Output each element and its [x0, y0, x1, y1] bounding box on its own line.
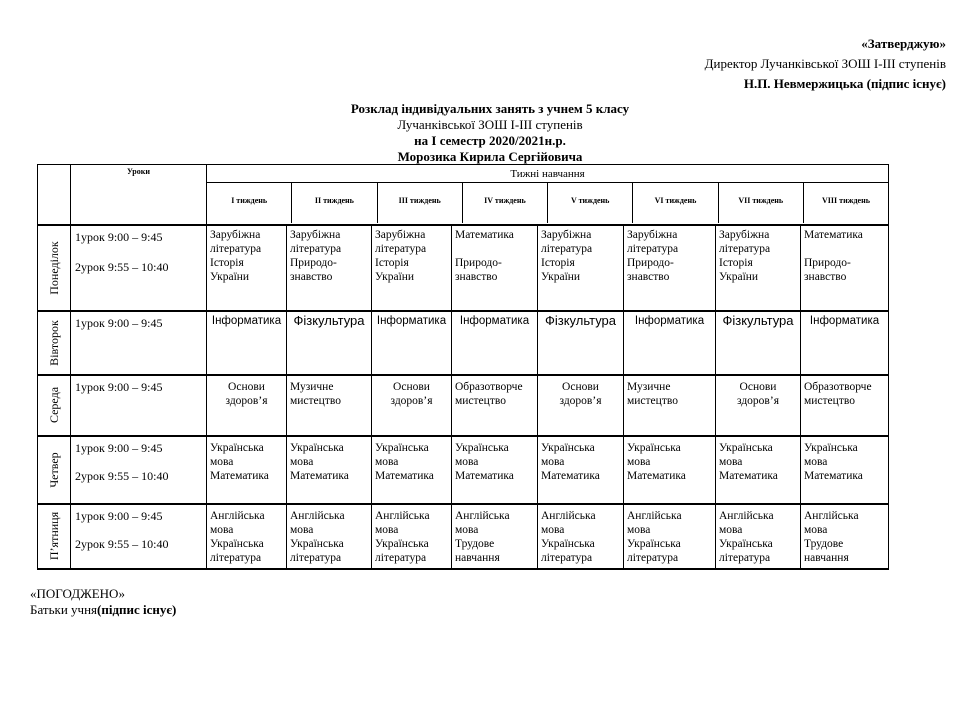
day-name: Понеділок — [47, 240, 61, 295]
subject-text: Образотворче мистецтво — [455, 380, 523, 407]
subject-text: Математика Природо- знавство — [804, 228, 863, 283]
subject-cell — [801, 375, 889, 436]
subject-cell — [716, 504, 801, 569]
subject-text: Англійська мова Українська література — [375, 509, 430, 564]
day-name: Вівторок — [47, 319, 61, 366]
subject-cell — [801, 311, 889, 375]
lesson-1-time: 1урок 9:00 – 9:45 — [75, 315, 163, 330]
lessons-cell — [71, 225, 207, 311]
subject-text: Українська мова Математика — [455, 441, 514, 482]
subject-cell — [372, 436, 452, 504]
day-row — [38, 311, 889, 375]
subject-cell — [624, 504, 716, 569]
week-header-6: VІ тиждень — [633, 183, 718, 223]
approval-position: Директор Лучанківської ЗОШ І-ІІІ ступенів — [704, 56, 946, 71]
subject-text: Інформатика — [376, 314, 447, 327]
subject-text: Зарубіжна література Історія України — [719, 228, 771, 283]
subject-cell — [538, 225, 624, 311]
lesson-2-time: 2урок 9:55 – 10:40 — [75, 468, 169, 483]
subject-cell — [207, 504, 287, 569]
lesson-1-time: 1урок 9:00 – 9:45 — [75, 379, 163, 394]
day-name-cell — [38, 311, 71, 375]
subject-text: Англійська мова Українська література — [290, 509, 345, 564]
lesson-2-time: 2урок 9:55 – 10:40 — [75, 259, 169, 274]
lessons-cell — [71, 504, 207, 569]
approval-signature: Н.П. Невмержицька (підпис існує) — [743, 76, 946, 91]
day-name: Четвер — [47, 451, 61, 488]
title-line-2: Лучанківської ЗОШ І-ІІІ ступенів — [397, 117, 583, 132]
day-name: П’ятниця — [47, 511, 61, 561]
subject-text: Образотворче мистецтво — [804, 380, 872, 407]
subject-text: Англійська мова Українська література — [627, 509, 682, 564]
subject-cell — [624, 225, 716, 311]
agreed-signature-note: (підпис існує) — [97, 602, 177, 617]
subject-text: Фізкультура — [722, 312, 794, 328]
lessons-header: Уроки — [127, 167, 150, 176]
subject-cell — [372, 504, 452, 569]
day-row — [38, 375, 889, 436]
lesson-1-time: 1урок 9:00 – 9:45 — [75, 508, 163, 523]
subject-cell — [716, 436, 801, 504]
subject-cell — [716, 375, 801, 436]
subject-text: Інформатика — [634, 314, 705, 327]
subject-text: Основи здоров’я — [737, 380, 779, 407]
day-name-cell — [38, 436, 71, 504]
day-name: Середа — [47, 386, 61, 424]
day-name-cell — [38, 504, 71, 569]
subject-cell — [801, 436, 889, 504]
subject-text: Українська мова Математика — [804, 441, 863, 482]
subject-cell — [624, 375, 716, 436]
subject-text: Музичне мистецтво — [290, 380, 341, 407]
subject-cell — [287, 436, 372, 504]
subject-cell — [452, 504, 538, 569]
subject-cell — [287, 504, 372, 569]
subject-text: Фізкультура — [544, 312, 617, 328]
subject-text: Основи здоров’я — [559, 380, 602, 407]
subject-cell — [716, 311, 801, 375]
subject-text: Англійська мова Українська література — [541, 509, 596, 564]
subject-cell — [287, 225, 372, 311]
lesson-1-time: 1урок 9:00 – 9:45 — [75, 440, 163, 455]
title-line-3: на І семестр 2020/2021н.р. — [414, 133, 566, 148]
subject-text: Основи здоров’я — [225, 380, 268, 407]
subject-cell — [538, 375, 624, 436]
subject-cell — [287, 311, 372, 375]
subject-text: Музичне мистецтво — [627, 380, 678, 407]
header-row — [38, 165, 889, 225]
subject-text: Інформатика — [459, 314, 530, 327]
subject-text: Українська мова Математика — [210, 441, 269, 482]
subject-text: Зарубіжна література Природо- знавство — [627, 228, 679, 283]
day-name-cell — [38, 375, 71, 436]
subject-cell — [716, 225, 801, 311]
lessons-cell — [71, 436, 207, 504]
corner-cell — [38, 165, 71, 225]
subject-cell — [372, 311, 452, 375]
subject-text: Українська мова Математика — [627, 441, 686, 482]
subject-cell — [452, 311, 538, 375]
subject-text: Математика Природо- знавство — [455, 228, 514, 283]
subject-text: Інформатика — [809, 314, 880, 327]
schedule-table — [37, 164, 889, 570]
subject-text: Англійська мова Трудове навчання — [804, 509, 859, 564]
lessons-cell — [71, 375, 207, 436]
approval-block — [705, 34, 946, 94]
subject-text: Англійська мова Українська література — [719, 509, 774, 564]
lessons-cell — [71, 311, 207, 375]
subject-cell — [624, 311, 716, 375]
day-row — [38, 504, 889, 569]
subject-text: Українська мова Математика — [290, 441, 349, 482]
subject-text: Українська мова Математика — [541, 441, 600, 482]
lesson-2-time: 2урок 9:55 – 10:40 — [75, 536, 169, 551]
week-header-4: ІV тиждень — [463, 183, 548, 223]
document-title — [240, 101, 740, 165]
subject-text: Зарубіжна література Історія України — [541, 228, 593, 283]
day-row — [38, 436, 889, 504]
week-header-8: VІІІ тиждень — [822, 196, 870, 205]
subject-cell — [207, 225, 287, 311]
subject-cell — [207, 375, 287, 436]
subject-text: Англійська мова Трудове навчання — [455, 509, 510, 564]
subject-cell — [538, 311, 624, 375]
subject-cell — [801, 504, 889, 569]
agreed-block — [30, 586, 176, 618]
week-header-2: ІІ тиждень — [292, 183, 377, 223]
subject-text: Інформатика — [211, 314, 282, 327]
subject-cell — [624, 436, 716, 504]
lesson-1-time: 1урок 9:00 – 9:45 — [75, 229, 163, 244]
title-line-4: Морозика Кирила Сергійовича — [397, 149, 583, 164]
subject-cell — [538, 504, 624, 569]
subject-text: Зарубіжна література Природо- знавство — [290, 228, 342, 283]
subject-text: Англійська мова Українська література — [210, 509, 265, 564]
weeks-header: Тижні навчання — [207, 165, 888, 183]
weeks-header-cell — [207, 165, 889, 225]
week-header-3: ІІІ тиждень — [378, 183, 463, 223]
subject-cell — [207, 436, 287, 504]
subject-text: Основи здоров’я — [390, 380, 433, 407]
agreed-parents-label: Батьки учня — [30, 602, 98, 617]
subject-text: Українська мова Математика — [375, 441, 434, 482]
subject-cell — [452, 225, 538, 311]
subject-cell — [372, 225, 452, 311]
agreed-signature — [30, 602, 176, 618]
subject-text: Фізкультура — [293, 312, 365, 328]
subject-text: Зарубіжна література Історія України — [375, 228, 427, 283]
title-line-1: Розклад індивідуальних занять з учнем 5 класу — [350, 101, 630, 116]
subject-cell — [801, 225, 889, 311]
subject-cell — [538, 436, 624, 504]
subject-cell — [452, 375, 538, 436]
agreed-heading: «ПОГОДЖЕНО» — [30, 586, 125, 601]
subject-cell — [372, 375, 452, 436]
subject-cell — [207, 311, 287, 375]
day-name-cell — [38, 225, 71, 311]
subject-text: Зарубіжна література Історія України — [210, 228, 262, 283]
week-header-7: VІІ тиждень — [719, 183, 804, 223]
lessons-header-cell — [71, 165, 207, 225]
week-header-1: І тиждень — [207, 183, 292, 223]
week-header-5: V тиждень — [548, 183, 633, 223]
approval-heading: «Затверджую» — [861, 36, 946, 51]
subject-text: Українська мова Математика — [719, 441, 778, 482]
day-row — [38, 225, 889, 311]
subject-cell — [287, 375, 372, 436]
subject-cell — [452, 436, 538, 504]
weeks-row — [207, 183, 888, 223]
